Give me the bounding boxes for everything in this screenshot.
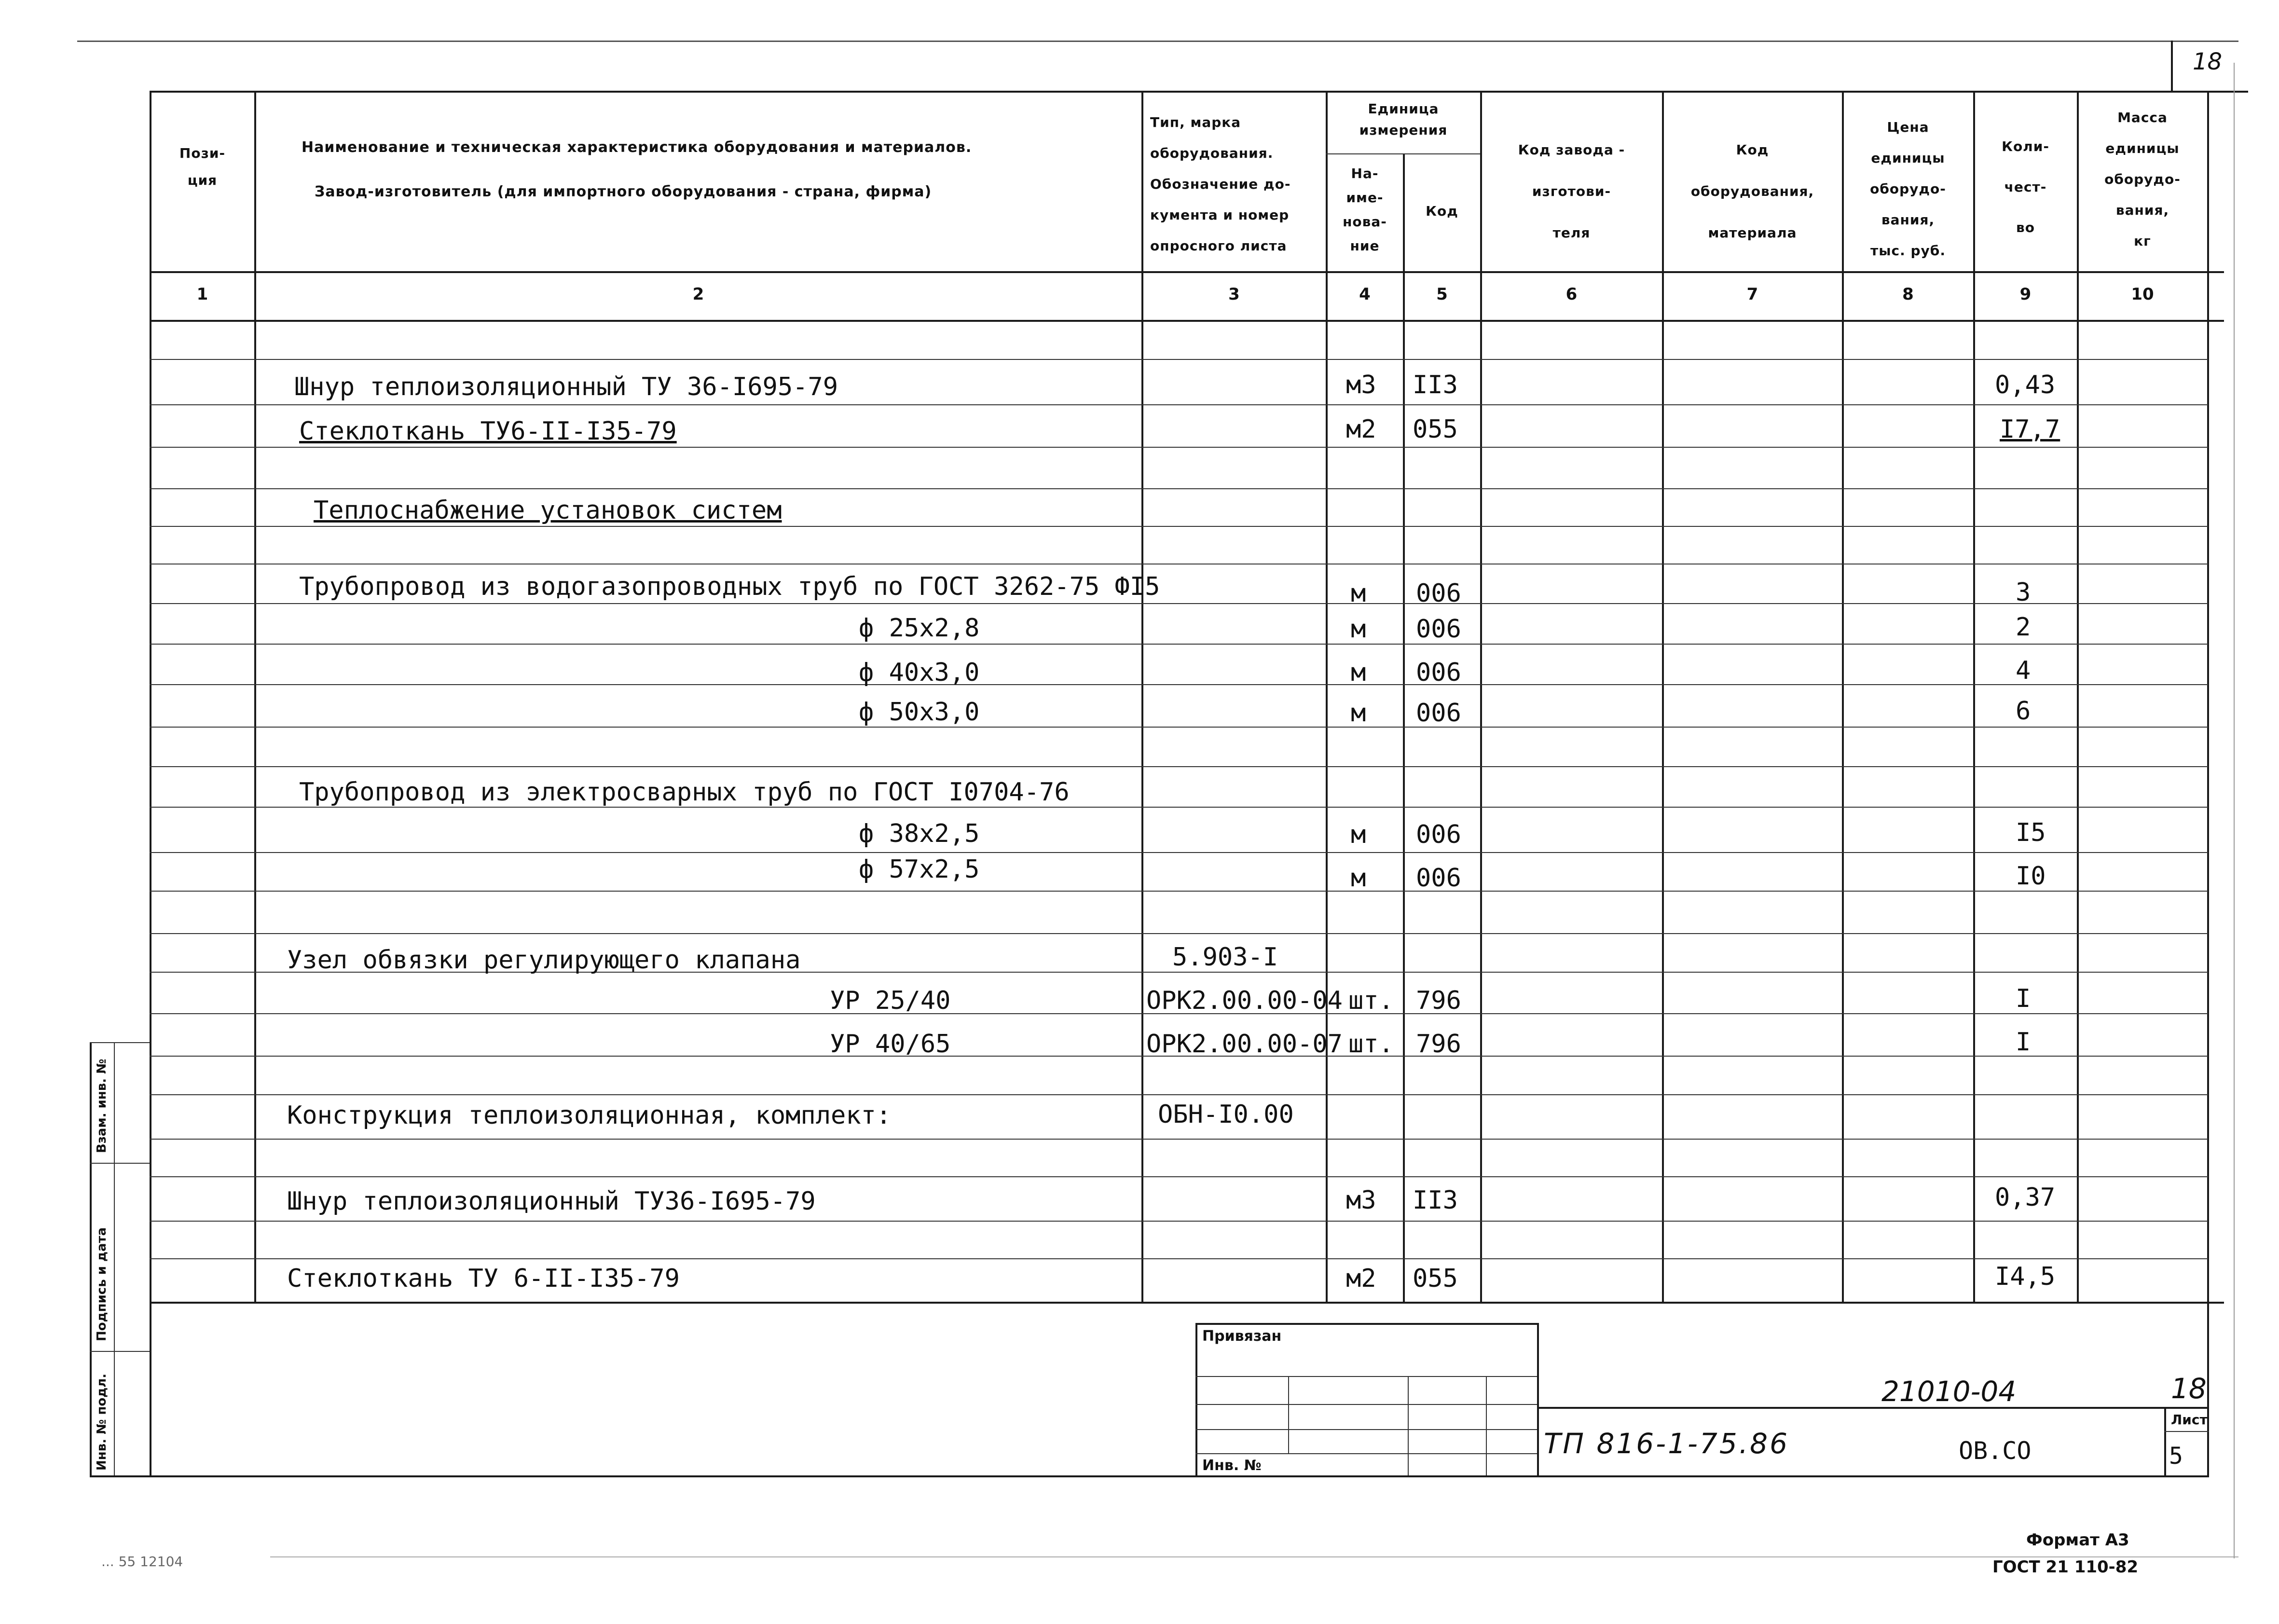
row-unit: м [1351,820,1366,849]
table-top-border [150,91,2248,93]
row-separator [150,933,2208,934]
sheet-number-hand: 18 [2171,1372,2207,1405]
colnum-bottom-border [150,320,2224,322]
row-qty: I5 [2016,818,2046,847]
row-qty: I7,7 [2000,415,2060,444]
colnum-7: 7 [1746,285,1758,304]
stamp-privyazan: Привязан [1202,1328,1282,1345]
unit-header-divider [1326,153,1480,154]
row-qty: I0 [2016,862,2046,891]
side-strip-div2 [90,1351,150,1352]
row-separator [150,1258,2208,1259]
row-unit: шт. [1348,1030,1394,1059]
row-qty: 4 [2016,656,2031,685]
side-label-podpis: Подпись и дата [95,1227,109,1341]
row-unit: м [1351,615,1366,644]
colnum-3: 3 [1228,285,1240,304]
row-name: Конструкция теплоизоляционная, комплект: [287,1101,892,1130]
colnum-9: 9 [2019,285,2032,304]
row-separator [150,404,2208,405]
col-line-4 [1403,153,1405,1302]
stamp-inv-no: Инв. № [1202,1457,1262,1474]
col-line-5 [1480,91,1482,1302]
row-separator [150,447,2208,448]
row-code: 796 [1416,1030,1461,1059]
row-name: УР 25/40 [830,986,951,1015]
row-qty: 3 [2016,578,2031,607]
row-separator [150,359,2208,360]
col-line-8 [1973,91,1975,1302]
col-line-7 [1842,91,1844,1302]
list-label: Лист [2171,1412,2208,1428]
row-doc: ОРК2.00.00-07 [1146,1030,1343,1059]
list-value: 5 [2169,1443,2183,1470]
row-code: 006 [1416,820,1461,849]
row-name: ф 38x2,5 [859,819,980,848]
top-border-line [77,41,2238,42]
frame-bottom [90,1475,2209,1477]
header-bottom-border [150,271,2224,273]
colnum-10: 10 [2131,285,2154,304]
side-strip-top [90,1042,150,1043]
header-col1: Пози- ция [179,145,226,188]
col-line-9 [2077,91,2079,1302]
row-separator [150,1221,2208,1222]
colnum-6: 6 [1565,285,1578,304]
stamp-left [1195,1323,1197,1475]
row-name: УР 40/65 [830,1030,951,1059]
header-unit-group: Единица измерения [1359,101,1448,138]
row-name: Стеклоткань ТУ 6-II-I35-79 [287,1264,680,1293]
row-qty: 0,43 [1995,371,2056,399]
tp-number: ТП 816-1-75.86 [1544,1427,1789,1460]
title-block-line [1537,1407,2209,1409]
row-code: 006 [1416,658,1461,687]
row-name: ф 40x3,0 [859,658,980,687]
header-col10: Масса единицы оборудо- вания, кг [2104,110,2181,249]
row-name: Шнур теплоизоляционный ТУ36-I695-79 [287,1187,816,1216]
row-separator [150,727,2208,728]
footer-gost: ГОСТ 21 110-82 [1992,1557,2139,1577]
row-qty: I [2016,984,2031,1013]
side-strip-div1 [90,1163,150,1164]
row-unit: м3 [1346,1186,1376,1215]
row-name: ф 57x2,5 [859,855,980,884]
row-separator [150,1139,2208,1140]
row-qty: 0,37 [1995,1183,2056,1212]
row-code: 006 [1416,699,1461,728]
footer-format: Формат А3 [2026,1530,2129,1550]
header-col2-line1: Наименование и техническая характеристика оборудования и материалов. [302,139,972,156]
side-label-vzam: Взам. инв. № [95,1059,109,1153]
row-unit: м3 [1346,371,1376,399]
stamp-right [1537,1323,1539,1475]
row-code: 006 [1416,579,1461,608]
row-name: Шнур теплоизоляционный ТУ 36-I695-79 [294,372,838,401]
stamp-top [1195,1323,1538,1325]
row-code: II3 [1413,1186,1458,1215]
row-unit: м2 [1346,1264,1376,1293]
row-unit: м [1351,579,1366,608]
header-col3: Тип, марка оборудования. Обозначение до- кумента и номер опросного листа [1150,114,1291,254]
row-unit: шт. [1348,986,1394,1015]
header-col2-line2: Завод-изготовитель (для импортного оборудования - страна, фирма) [315,183,932,200]
row-qty: 2 [2016,613,2031,642]
row-name: ф 50x3,0 [859,698,980,727]
row-separator [150,766,2208,767]
colnum-2: 2 [692,285,704,304]
list-box-left [2164,1407,2166,1475]
row-code: 055 [1413,415,1458,444]
row-separator [150,488,2208,489]
side-strip-left [90,1042,92,1475]
project-code: 21010-04 [1881,1375,2017,1408]
bottom-dashed-line [270,1556,2238,1557]
row-qty: I [2016,1028,2031,1057]
row-separator [150,603,2208,604]
row-doc: ОБН-I0.00 [1158,1100,1294,1129]
col-line-6 [1662,91,1664,1302]
header-col9: Коли- чест- во [2002,138,2049,235]
stamp-col-1 [1288,1376,1289,1453]
corner-box-left [2171,41,2173,91]
side-label-inv: Инв. № подл. [95,1373,109,1471]
row-separator [150,807,2208,808]
header-col7: Код оборудования, материала [1690,142,1814,241]
col-line-10 [2207,91,2209,1475]
row-separator [150,1176,2208,1177]
table-bottom-border [150,1302,2224,1304]
row-doc: 5.903-I [1172,943,1278,972]
row-unit: м2 [1346,415,1376,444]
stamp-col-3 [1486,1376,1487,1475]
row-separator [150,1094,2208,1095]
section-title: Теплоснабжение установок систем [314,496,782,525]
row-code: 006 [1416,864,1461,893]
colnum-8: 8 [1902,285,1914,304]
row-unit: м [1351,658,1366,687]
row-code: 055 [1413,1264,1458,1293]
row-code: 006 [1416,615,1461,644]
row-name: ф 25x2,8 [859,614,980,643]
row-separator [150,644,2208,645]
row-separator [150,526,2208,527]
row-unit: м [1351,864,1366,893]
scan-mark: ... 55 12104 [101,1554,183,1569]
doc-mark: ОВ.СО [1959,1437,2032,1465]
row-name: Узел обвязки регулирующего клапана [287,946,801,975]
row-qty: 6 [2016,697,2031,726]
row-name: Трубопровод из электросварных труб по ГОСТ I0704-76 [299,778,1070,807]
row-unit: м [1351,699,1366,728]
row-code: 796 [1416,986,1461,1015]
colnum-5: 5 [1436,285,1448,304]
row-separator [150,684,2208,685]
side-strip-mid [114,1042,115,1475]
row-doc: ОРК2.00.00-04 [1146,986,1343,1015]
col-line-1 [254,91,256,1302]
stamp-col-2 [1408,1376,1409,1475]
col-line-3 [1326,91,1328,1302]
col-line-2 [1141,91,1143,1302]
row-name: Стеклоткань ТУ6-II-I35-79 [299,417,677,446]
row-qty: I4,5 [1995,1262,2056,1291]
colnum-4: 4 [1359,285,1371,304]
colnum-1: 1 [196,285,208,304]
header-col5: Код [1426,203,1458,219]
list-box-divider [2164,1431,2209,1432]
row-separator [150,891,2208,892]
header-col6: Код завода - изготови- теля [1518,142,1625,241]
row-name: Трубопровод из водогазопроводных труб по ГОСТ 3262-75 ФI5 [299,572,1160,601]
row-separator [150,852,2208,853]
sheet-corner-number: 18 [2193,48,2223,75]
right-dashed-line [2234,63,2235,1558]
header-col8: Цена единицы оборудо- вания, тыс. руб. [1870,119,1946,259]
row-code: II3 [1413,371,1458,399]
header-col4: На- име- нова- ние [1343,165,1387,254]
